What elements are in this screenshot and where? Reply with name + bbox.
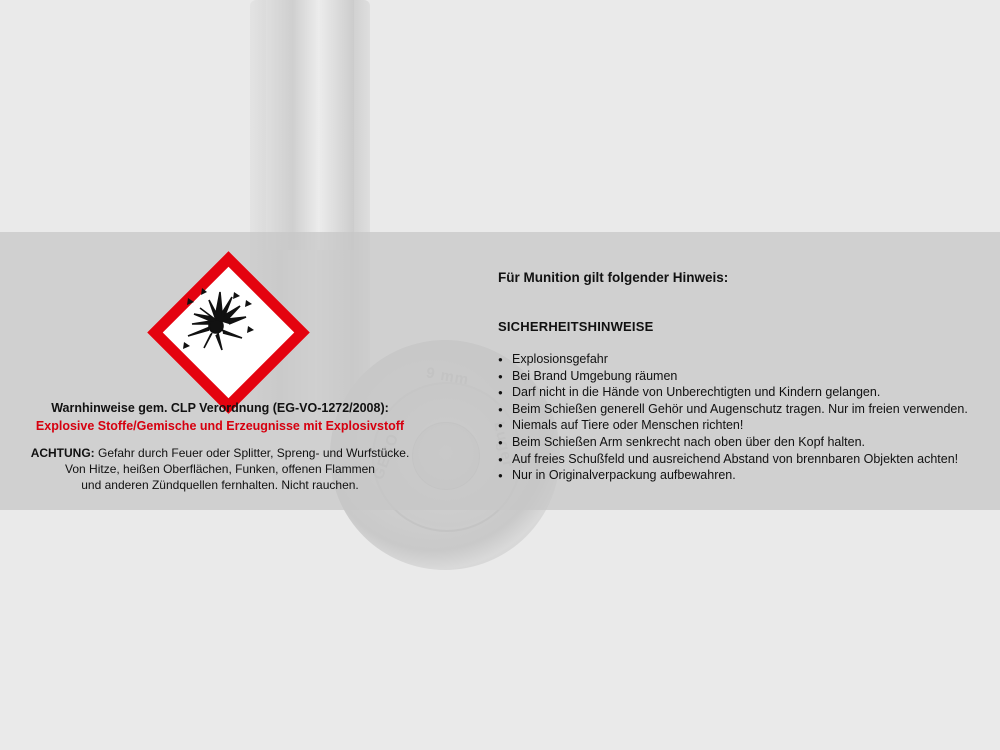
safety-heading: Für Munition gilt folgender Hinweis: <box>498 270 729 285</box>
list-item: ● Nur in Originalverpackung aufbewahren. <box>498 467 998 484</box>
list-item: ● Explosionsgefahr <box>498 351 998 368</box>
cartridge-neck-shape <box>266 0 354 250</box>
ghs-explosive-icon <box>152 256 284 388</box>
clp-attention-label: ACHTUNG: <box>30 446 95 460</box>
clp-attention-text-1: Gefahr durch Feuer oder Splitter, Spreng- und Wurfstücke. <box>98 446 410 460</box>
list-item: ● Auf freies Schußfeld und ausreichend Abstand von brennbaren Objekten achten! <box>498 451 998 468</box>
list-item: ● Beim Schießen Arm senkrecht nach oben über den Kopf halten. <box>498 434 998 451</box>
clp-attention-line-1 <box>0 445 440 461</box>
list-item: ● Darf nicht in die Hände von Unberechtigten und Kindern gelangen. <box>498 384 998 401</box>
clp-subtitle: Explosive Stoffe/Gemische und Erzeugnisse mit Explosivstoff <box>35 419 405 433</box>
list-item: ● Niemals auf Tiere oder Menschen richten! <box>498 417 998 434</box>
explosion-burst-icon <box>176 280 260 364</box>
clp-title: Warnhinweise gem. CLP Verordnung (EG-VO-1272/2008): <box>51 401 389 415</box>
clp-attention-block <box>0 445 440 493</box>
clp-attention-line-2: Von Hitze, heißen Oberflächen, Funken, offenen Flammen <box>65 462 375 476</box>
safety-notes-section <box>498 232 998 510</box>
safety-bullet-list <box>498 351 998 484</box>
list-item: ● Bei Brand Umgebung räumen <box>498 368 998 385</box>
clp-warning-section <box>0 232 440 510</box>
clp-attention-line-3: und anderen Zündquellen fernhalten. Nicht rauchen. <box>81 478 359 492</box>
list-item: ● Beim Schießen generell Gehör und Augenschutz tragen. Nur im freien verwenden. <box>498 401 998 418</box>
clp-text-block <box>0 400 440 493</box>
safety-subheading: SICHERHEITSHINWEISE <box>498 319 654 334</box>
